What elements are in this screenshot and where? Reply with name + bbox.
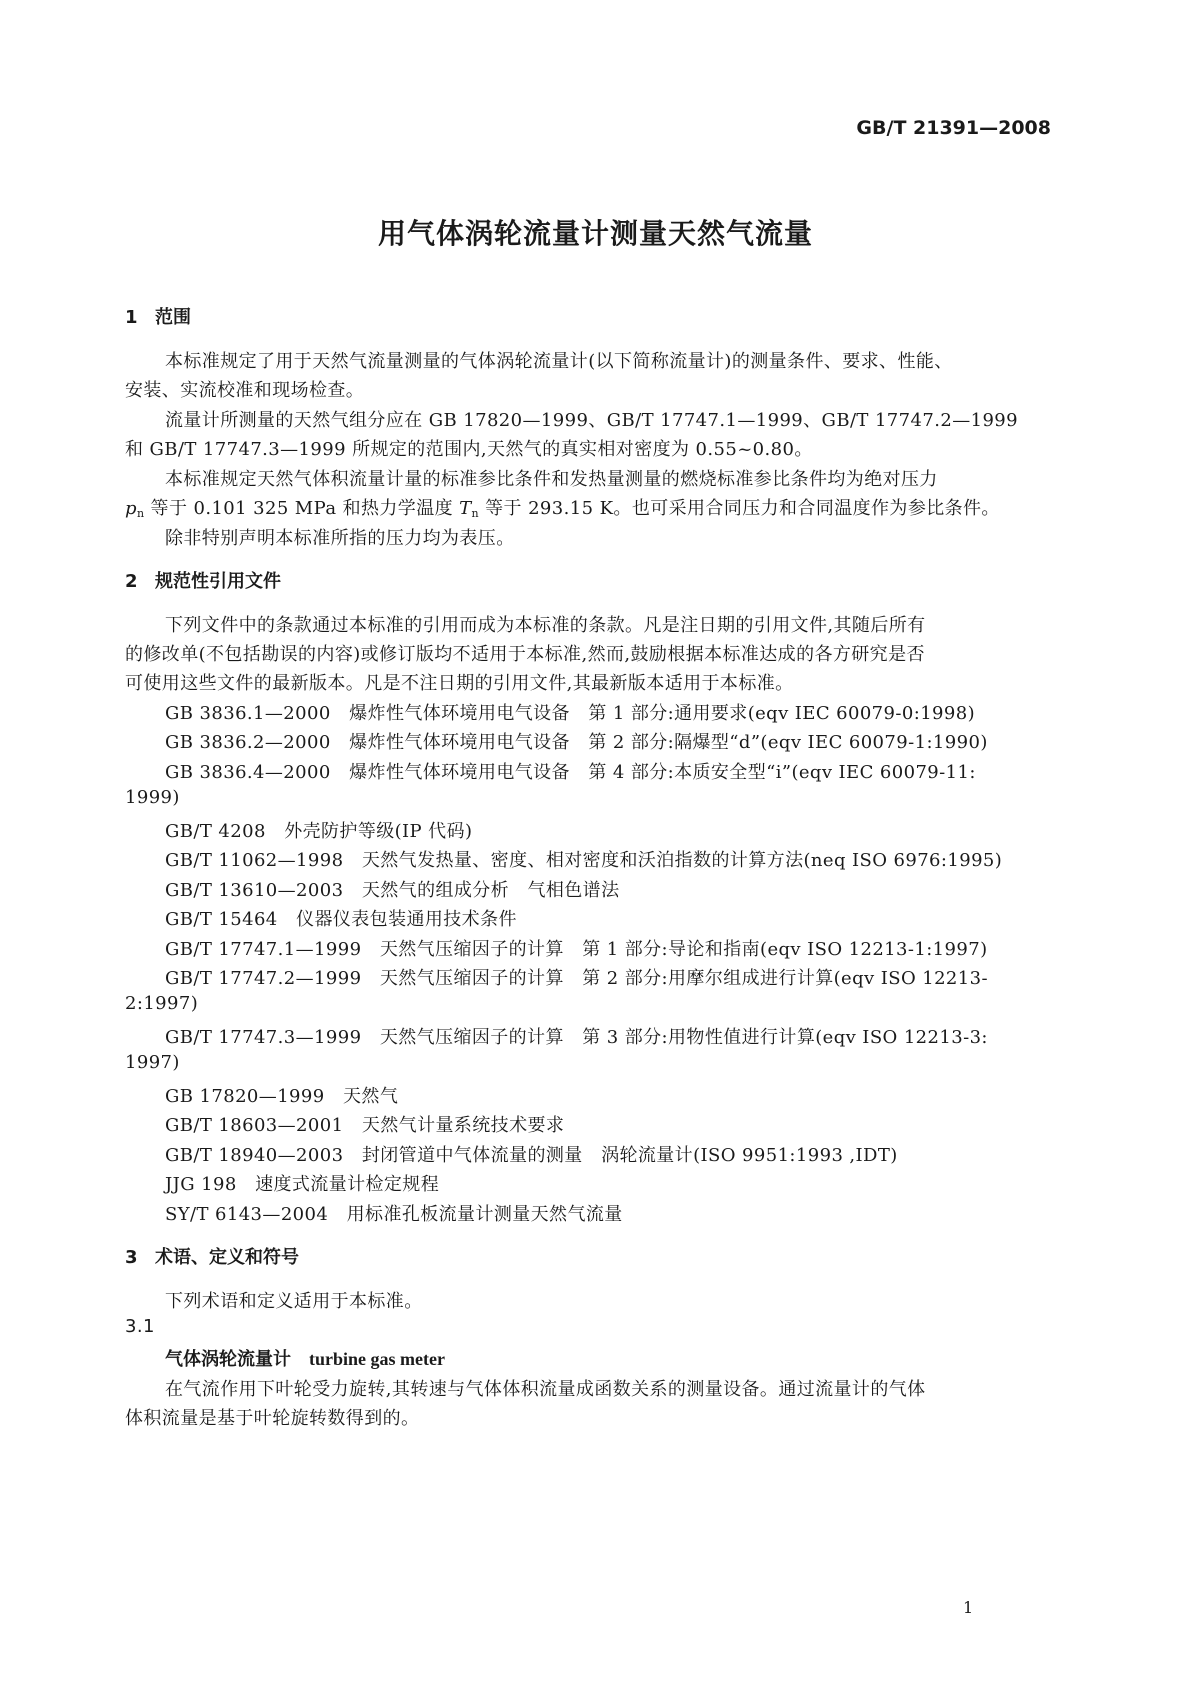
reference-item bbox=[165, 846, 1002, 872]
reference-code: GB/T 17747.1—1999 bbox=[165, 939, 362, 960]
reference-item bbox=[165, 964, 988, 990]
reference-item bbox=[165, 1170, 439, 1196]
reference-continuation: 1999) bbox=[125, 787, 180, 808]
reference-title: 封闭管道中气体流量的测量 涡轮流量计(ISO 9951:1993 ,IDT) bbox=[361, 1145, 898, 1166]
reference-title: 爆炸性气体环境用电气设备 第 2 部分:隔爆型“d”(eqv IEC 60079-1:1990) bbox=[349, 732, 988, 753]
paragraph-line: 下列术语和定义适用于本标准。 bbox=[165, 1291, 423, 1312]
temperature-symbol: T bbox=[459, 498, 472, 519]
reference-title: 天然气计量系统技术要求 bbox=[361, 1115, 565, 1136]
reference-title: 爆炸性气体环境用电气设备 第 4 部分:本质安全型“i”(eqv IEC 60079-11: bbox=[349, 762, 976, 783]
paragraph-line: 除非特别声明本标准所指的压力均为表压。 bbox=[165, 528, 515, 549]
subscript: n bbox=[471, 507, 480, 520]
reference-item bbox=[165, 1141, 898, 1167]
paragraph-line: 的修改单(不包括勘误的内容)或修订版均不适用于本标准,然而,鼓励根据本标准达成的各方研究是否 bbox=[125, 644, 925, 665]
reference-item bbox=[165, 876, 619, 902]
reference-title: 用标准孔板流量计测量天然气流量 bbox=[346, 1204, 623, 1225]
reference-code: JJG 198 bbox=[165, 1174, 237, 1195]
paragraph-line: 体积流量是基于叶轮旋转数得到的。 bbox=[125, 1408, 420, 1429]
reference-item bbox=[165, 1200, 623, 1226]
text-run: 等于 293.15 K。也可采用合同压力和合同温度作为参比条件。 bbox=[479, 498, 1000, 519]
section-2-heading bbox=[125, 567, 281, 593]
standard-number: GB/T 21391—2008 bbox=[856, 117, 1051, 139]
reference-title: 外壳防护等级(IP 代码) bbox=[284, 821, 473, 842]
term-entry bbox=[165, 1345, 445, 1371]
paragraph-line bbox=[125, 494, 1000, 520]
document-title: 用气体涡轮流量计测量天然气流量 bbox=[377, 217, 813, 250]
reference-item bbox=[165, 935, 988, 961]
paragraph-line: 安装、实流校准和现场检查。 bbox=[125, 380, 365, 401]
reference-title: 天然气压缩因子的计算 第 1 部分:导论和指南(eqv ISO 12213-1:1997) bbox=[379, 939, 988, 960]
term-chinese: 气体涡轮流量计 bbox=[165, 1349, 291, 1370]
subsection-number: 3.1 bbox=[125, 1316, 155, 1337]
section-number: 2 bbox=[125, 571, 138, 592]
paragraph-line: 本标准规定天然气体积流量计量的标准参比条件和发热量测量的燃烧标准参比条件均为绝对压力 bbox=[165, 469, 938, 490]
paragraph-line: 和 GB/T 17747.3—1999 所规定的范围内,天然气的真实相对密度为 0.55~0.80。 bbox=[125, 439, 813, 460]
term-english: turbine gas meter bbox=[309, 1349, 445, 1369]
reference-title: 天然气压缩因子的计算 第 3 部分:用物性值进行计算(eqv ISO 12213-3: bbox=[379, 1027, 988, 1048]
reference-code: GB/T 18603—2001 bbox=[165, 1115, 344, 1136]
section-1-heading bbox=[125, 303, 191, 329]
reference-title: 仪器仪表包装通用技术条件 bbox=[296, 909, 517, 930]
reference-title: 天然气 bbox=[343, 1086, 399, 1107]
reference-code: GB/T 11062—1998 bbox=[165, 850, 344, 871]
section-number: 1 bbox=[125, 307, 138, 328]
paragraph-line: 流量计所测量的天然气组分应在 GB 17820—1999、GB/T 17747.1—1999、GB/T 17747.2—1999 bbox=[165, 410, 1019, 431]
reference-title: 速度式流量计检定规程 bbox=[255, 1174, 440, 1195]
subscript: n bbox=[136, 507, 145, 520]
section-3-heading bbox=[125, 1243, 299, 1269]
section-number: 3 bbox=[125, 1247, 138, 1268]
reference-code: GB/T 18940—2003 bbox=[165, 1145, 344, 1166]
reference-item bbox=[165, 728, 988, 754]
reference-code: GB/T 17747.3—1999 bbox=[165, 1027, 362, 1048]
paragraph-line: 本标准规定了用于天然气流量测量的气体涡轮流量计(以下简称流量计)的测量条件、要求、性能、 bbox=[165, 351, 953, 372]
reference-code: GB 17820—1999 bbox=[165, 1086, 325, 1107]
paragraph-line: 下列文件中的条款通过本标准的引用而成为本标准的条款。凡是注日期的引用文件,其随后所有 bbox=[165, 615, 926, 636]
reference-title: 天然气的组成分析 气相色谱法 bbox=[361, 880, 620, 901]
section-title: 术语、定义和符号 bbox=[155, 1247, 299, 1268]
reference-code: GB/T 13610—2003 bbox=[165, 880, 344, 901]
text-run: 等于 0.101 325 MPa 和热力学温度 bbox=[144, 498, 460, 519]
page-number: 1 bbox=[963, 1598, 974, 1617]
section-title: 规范性引用文件 bbox=[155, 571, 281, 592]
pressure-symbol: p bbox=[125, 498, 137, 519]
reference-title: 天然气发热量、密度、相对密度和沃泊指数的计算方法(neq ISO 6976:1995) bbox=[361, 850, 1003, 871]
reference-item bbox=[165, 699, 975, 725]
section-title: 范围 bbox=[155, 307, 191, 328]
reference-code: GB 3836.1—2000 bbox=[165, 703, 331, 724]
reference-code: GB 3836.4—2000 bbox=[165, 762, 331, 783]
paragraph-line: 在气流作用下叶轮受力旋转,其转速与气体体积流量成函数关系的测量设备。通过流量计的气体 bbox=[165, 1379, 926, 1400]
reference-code: GB/T 4208 bbox=[165, 821, 266, 842]
reference-item bbox=[165, 817, 472, 843]
reference-title: 天然气压缩因子的计算 第 2 部分:用摩尔组成进行计算(eqv ISO 12213- bbox=[379, 968, 988, 989]
reference-item bbox=[165, 1082, 398, 1108]
reference-continuation: 2:1997) bbox=[125, 993, 199, 1014]
reference-code: SY/T 6143—2004 bbox=[165, 1204, 329, 1225]
reference-code: GB/T 17747.2—1999 bbox=[165, 968, 362, 989]
reference-code: GB 3836.2—2000 bbox=[165, 732, 331, 753]
reference-item bbox=[165, 758, 976, 784]
paragraph-line: 可使用这些文件的最新版本。凡是不注日期的引用文件,其最新版本适用于本标准。 bbox=[125, 673, 794, 694]
reference-continuation: 1997) bbox=[125, 1052, 180, 1073]
reference-item bbox=[165, 905, 517, 931]
reference-title: 爆炸性气体环境用电气设备 第 1 部分:通用要求(eqv IEC 60079-0:1998) bbox=[349, 703, 976, 724]
reference-item bbox=[165, 1023, 988, 1049]
reference-code: GB/T 15464 bbox=[165, 909, 278, 930]
reference-item bbox=[165, 1111, 564, 1137]
